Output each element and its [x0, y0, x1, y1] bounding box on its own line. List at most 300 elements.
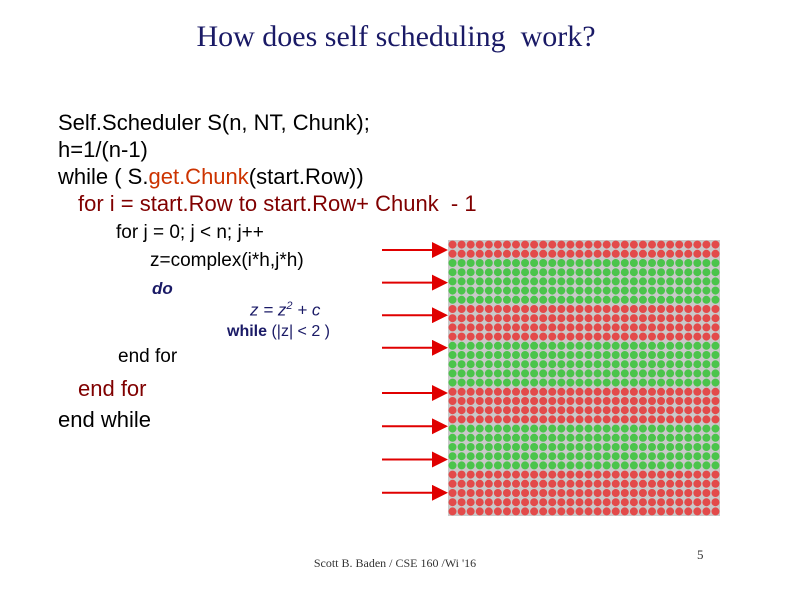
grid-dot — [494, 397, 502, 405]
grid-dot — [539, 259, 547, 267]
grid-dot — [702, 415, 710, 423]
grid-dot — [594, 388, 602, 396]
grid-dot — [494, 250, 502, 258]
grid-dot — [557, 241, 565, 249]
grid-dot — [666, 425, 674, 433]
grid-dot — [711, 314, 719, 322]
grid-dot — [575, 369, 583, 377]
grid-dot — [684, 277, 692, 285]
grid-dot — [603, 296, 611, 304]
grid-dot — [512, 434, 520, 442]
grid-dot — [630, 342, 638, 350]
grid-dot — [521, 250, 529, 258]
grid-dot — [675, 443, 683, 451]
grid-dot — [639, 461, 647, 469]
grid-dot — [693, 369, 701, 377]
code-line-end-for-inner: end for — [118, 346, 178, 367]
grid-dot — [503, 406, 511, 414]
grid-dot — [512, 489, 520, 497]
grid-dot — [648, 268, 656, 276]
grid-dot — [594, 268, 602, 276]
grid-dot — [639, 406, 647, 414]
grid-dot — [630, 443, 638, 451]
grid-dot — [612, 471, 620, 479]
grid-dot — [521, 415, 529, 423]
grid-dot — [458, 379, 466, 387]
grid-dot — [548, 369, 556, 377]
grid-dot — [521, 397, 529, 405]
grid-dot — [675, 507, 683, 515]
grid-dot — [594, 333, 602, 341]
grid-dot — [476, 406, 484, 414]
grid-dot — [512, 452, 520, 460]
grid-dot — [675, 498, 683, 506]
grid-dot — [449, 250, 457, 258]
grid-dot — [621, 388, 629, 396]
grid-dot — [566, 489, 574, 497]
grid-dot — [630, 480, 638, 488]
grid-dot — [566, 452, 574, 460]
grid-dot — [449, 443, 457, 451]
grid-dot — [512, 415, 520, 423]
grid-dot — [639, 333, 647, 341]
grid-dot — [693, 406, 701, 414]
grid-dot — [612, 296, 620, 304]
grid-dot — [666, 388, 674, 396]
grid-dot — [530, 323, 538, 331]
grid-dot — [621, 461, 629, 469]
grid-dot — [630, 259, 638, 267]
grid-dot — [530, 507, 538, 515]
grid-dot — [458, 507, 466, 515]
grid-dot — [512, 425, 520, 433]
grid-dot — [494, 360, 502, 368]
grid-dot — [467, 241, 475, 249]
grid-dot — [539, 268, 547, 276]
grid-dot — [702, 250, 710, 258]
grid-dot — [530, 471, 538, 479]
grid-dot — [630, 379, 638, 387]
grid-dot — [476, 241, 484, 249]
grid-dot — [639, 434, 647, 442]
grid-dot — [521, 268, 529, 276]
grid-dot — [621, 397, 629, 405]
grid-dot — [449, 461, 457, 469]
grid-dot — [494, 498, 502, 506]
grid-dot — [476, 489, 484, 497]
grid-dot — [575, 314, 583, 322]
grid-dot — [458, 314, 466, 322]
grid-dot — [657, 452, 665, 460]
grid-dot — [530, 461, 538, 469]
grid-dot — [594, 397, 602, 405]
grid-dot — [521, 443, 529, 451]
grid-dot — [521, 480, 529, 488]
grid-dot — [639, 287, 647, 295]
grid-dot — [657, 369, 665, 377]
grid-dot — [575, 480, 583, 488]
grid-dot — [467, 489, 475, 497]
grid-dot — [630, 360, 638, 368]
grid-dot — [585, 351, 593, 359]
grid-dot — [476, 379, 484, 387]
grid-dot — [476, 296, 484, 304]
grid-dot — [621, 287, 629, 295]
grid-dot — [521, 434, 529, 442]
grid-dot — [512, 241, 520, 249]
grid-dot — [594, 498, 602, 506]
grid-dot — [666, 351, 674, 359]
grid-dot — [566, 259, 574, 267]
grid-dot — [657, 415, 665, 423]
grid-dot — [621, 351, 629, 359]
grid-dot — [612, 305, 620, 313]
grid-dot — [458, 452, 466, 460]
grid-dot — [657, 379, 665, 387]
grid-dot — [603, 369, 611, 377]
grid-dot — [711, 296, 719, 304]
grid-dot — [503, 314, 511, 322]
grid-dot — [458, 351, 466, 359]
grid-dot — [675, 287, 683, 295]
grid-dot — [521, 452, 529, 460]
grid-dot — [485, 360, 493, 368]
grid-dot — [594, 360, 602, 368]
grid-dot — [485, 277, 493, 285]
grid-dot — [512, 351, 520, 359]
grid-dot — [702, 323, 710, 331]
grid-dot — [612, 241, 620, 249]
grid-dot — [621, 434, 629, 442]
grid-dot — [566, 241, 574, 249]
grid-dot — [449, 425, 457, 433]
grid-dot — [648, 277, 656, 285]
grid-dot — [621, 277, 629, 285]
grid-dot — [485, 323, 493, 331]
grid-dot — [503, 434, 511, 442]
grid-dot — [575, 415, 583, 423]
grid-dot — [494, 406, 502, 414]
grid-dot — [684, 388, 692, 396]
grid-dot — [557, 415, 565, 423]
grid-dot — [458, 415, 466, 423]
grid-dot — [530, 415, 538, 423]
grid-dot — [503, 259, 511, 267]
grid-dot — [494, 314, 502, 322]
grid-dot — [675, 323, 683, 331]
grid-dot — [512, 296, 520, 304]
grid-dot — [639, 277, 647, 285]
grid-dot — [684, 471, 692, 479]
grid-dot — [566, 333, 574, 341]
grid-dot — [476, 314, 484, 322]
grid-dot — [449, 259, 457, 267]
grid-dot — [521, 425, 529, 433]
grid-dot — [657, 259, 665, 267]
grid-dot — [494, 333, 502, 341]
grid-dot — [693, 296, 701, 304]
grid-dot — [648, 333, 656, 341]
grid-dot — [702, 388, 710, 396]
grid-dot — [530, 489, 538, 497]
grid-dot — [557, 259, 565, 267]
grid-dot — [548, 323, 556, 331]
grid-dot — [503, 388, 511, 396]
grid-dot — [521, 471, 529, 479]
grid-dot — [648, 342, 656, 350]
grid-dot — [657, 507, 665, 515]
grid-dot — [458, 342, 466, 350]
grid-dot — [684, 351, 692, 359]
grid-dot — [648, 250, 656, 258]
grid-dot — [485, 241, 493, 249]
grid-dot — [512, 305, 520, 313]
grid-dot — [521, 241, 529, 249]
grid-dot — [485, 471, 493, 479]
grid-dot — [585, 305, 593, 313]
grid-dot — [548, 406, 556, 414]
grid-dot — [657, 434, 665, 442]
grid-dot — [557, 268, 565, 276]
grid-dot — [675, 434, 683, 442]
grid-dot — [512, 259, 520, 267]
grid-dot — [693, 397, 701, 405]
grid-dot — [530, 388, 538, 396]
grid-dot — [485, 498, 493, 506]
grid-dot — [485, 314, 493, 322]
grid-dot — [449, 241, 457, 249]
grid-dot — [557, 434, 565, 442]
grid-dot — [603, 507, 611, 515]
grid-dot — [485, 268, 493, 276]
grid-dot — [530, 480, 538, 488]
grid-dot — [621, 480, 629, 488]
grid-dot — [666, 434, 674, 442]
grid-dot — [630, 434, 638, 442]
grid-dot — [503, 323, 511, 331]
grid-dot — [548, 507, 556, 515]
grid-dot — [702, 489, 710, 497]
grid-dot — [585, 342, 593, 350]
grid-dot — [494, 259, 502, 267]
grid-dot — [657, 277, 665, 285]
grid-dot — [675, 360, 683, 368]
grid-dot — [711, 323, 719, 331]
grid-dot — [494, 480, 502, 488]
grid-dot — [575, 425, 583, 433]
while-cond-text: (|z| < 2 ) — [267, 323, 331, 340]
grid-dot — [594, 323, 602, 331]
grid-dot — [449, 277, 457, 285]
grid-dot — [539, 434, 547, 442]
grid-dot — [585, 369, 593, 377]
grid-dot — [476, 425, 484, 433]
grid-dot — [485, 333, 493, 341]
grid-dot — [639, 480, 647, 488]
grid-dot — [702, 314, 710, 322]
grid-dot — [612, 379, 620, 387]
grid-dot — [575, 498, 583, 506]
grid-dot — [449, 351, 457, 359]
grid-dot — [512, 443, 520, 451]
grid-dot — [702, 268, 710, 276]
grid-dot — [657, 287, 665, 295]
grid-dot — [521, 388, 529, 396]
grid-dot — [648, 434, 656, 442]
grid-dot — [485, 480, 493, 488]
grid-dot — [458, 397, 466, 405]
grid-dot — [485, 406, 493, 414]
grid-dot — [521, 379, 529, 387]
grid-dot — [530, 406, 538, 414]
grid-dot — [585, 379, 593, 387]
grid-dot — [548, 443, 556, 451]
grid-dot — [476, 388, 484, 396]
grid-dot — [494, 296, 502, 304]
grid-dot — [684, 434, 692, 442]
grid-dot — [539, 379, 547, 387]
grid-dot — [621, 452, 629, 460]
grid-dot — [503, 250, 511, 258]
grid-dot — [630, 489, 638, 497]
grid-dot — [539, 360, 547, 368]
grid-dot — [449, 507, 457, 515]
grid-dot — [648, 287, 656, 295]
grid-dot — [666, 259, 674, 267]
grid-dot — [612, 397, 620, 405]
grid-dot — [530, 277, 538, 285]
grid-dot — [548, 305, 556, 313]
grid-dot — [630, 452, 638, 460]
grid-dot — [594, 415, 602, 423]
grid-dot — [630, 351, 638, 359]
grid-dot — [539, 480, 547, 488]
grid-dot — [539, 406, 547, 414]
grid-dot — [657, 425, 665, 433]
grid-dot — [476, 434, 484, 442]
grid-dot — [612, 434, 620, 442]
grid-dot — [594, 425, 602, 433]
grid-dot — [521, 323, 529, 331]
grid-dot — [675, 259, 683, 267]
grid-dot — [657, 471, 665, 479]
grid-dot — [476, 250, 484, 258]
grid-dot — [639, 241, 647, 249]
grid-dot — [657, 333, 665, 341]
grid-dot — [503, 415, 511, 423]
grid-dot — [693, 351, 701, 359]
grid-dot — [657, 498, 665, 506]
grid-dot — [548, 259, 556, 267]
grid-dot — [449, 323, 457, 331]
grid-dot — [449, 296, 457, 304]
grid-dot — [548, 461, 556, 469]
grid-dot — [566, 507, 574, 515]
grid-dot — [449, 369, 457, 377]
grid-dot — [657, 406, 665, 414]
grid-dot — [648, 452, 656, 460]
eq-rhs: + c — [292, 300, 321, 320]
grid-dot — [621, 369, 629, 377]
grid-dot — [566, 388, 574, 396]
grid-dot — [684, 342, 692, 350]
grid-dot — [711, 425, 719, 433]
grid-dot — [512, 388, 520, 396]
grid-dot — [548, 314, 556, 322]
grid-dot — [557, 388, 565, 396]
grid-dot — [603, 452, 611, 460]
grid-dot — [711, 287, 719, 295]
grid-dot — [476, 369, 484, 377]
grid-dot — [512, 360, 520, 368]
grid-dot — [575, 397, 583, 405]
grid-dot — [657, 461, 665, 469]
grid-dot — [566, 268, 574, 276]
grid-dot — [557, 277, 565, 285]
grid-dot — [675, 452, 683, 460]
grid-dot — [693, 452, 701, 460]
grid-dot — [693, 287, 701, 295]
grid-dot — [612, 498, 620, 506]
grid-dot — [575, 406, 583, 414]
grid-dot — [485, 351, 493, 359]
grid-dot — [630, 369, 638, 377]
grid-dot — [630, 305, 638, 313]
grid-dot — [476, 498, 484, 506]
grid-dot — [711, 452, 719, 460]
eq-lhs: z = z — [250, 300, 287, 320]
grid-dot — [575, 250, 583, 258]
grid-dot — [548, 342, 556, 350]
grid-dot — [539, 241, 547, 249]
grid-dot — [539, 305, 547, 313]
grid-dot — [485, 250, 493, 258]
grid-dot — [666, 305, 674, 313]
grid-dot — [675, 277, 683, 285]
grid-dot — [512, 397, 520, 405]
grid-dot — [575, 443, 583, 451]
grid-dot — [711, 461, 719, 469]
grid-dot — [539, 471, 547, 479]
grid-dot — [566, 434, 574, 442]
grid-dot — [530, 259, 538, 267]
grid-dot — [594, 250, 602, 258]
grid-dot — [585, 489, 593, 497]
grid-dot — [693, 323, 701, 331]
grid-dot — [675, 268, 683, 276]
grid-dot — [557, 296, 565, 304]
grid-dot — [612, 507, 620, 515]
grid-dot — [449, 333, 457, 341]
grid-dot — [449, 498, 457, 506]
grid-dot — [675, 305, 683, 313]
grid-dot — [539, 452, 547, 460]
grid-dot — [630, 498, 638, 506]
grid-dot — [639, 305, 647, 313]
grid-dot — [539, 250, 547, 258]
grid-dot — [566, 471, 574, 479]
grid-dot — [657, 388, 665, 396]
grid-dot — [648, 351, 656, 359]
grid-dot — [449, 379, 457, 387]
grid-dot — [467, 379, 475, 387]
grid-dot — [585, 259, 593, 267]
grid-dot — [666, 296, 674, 304]
grid-dot — [458, 241, 466, 249]
grid-dot — [530, 342, 538, 350]
grid-dot — [612, 287, 620, 295]
grid-dot — [612, 415, 620, 423]
